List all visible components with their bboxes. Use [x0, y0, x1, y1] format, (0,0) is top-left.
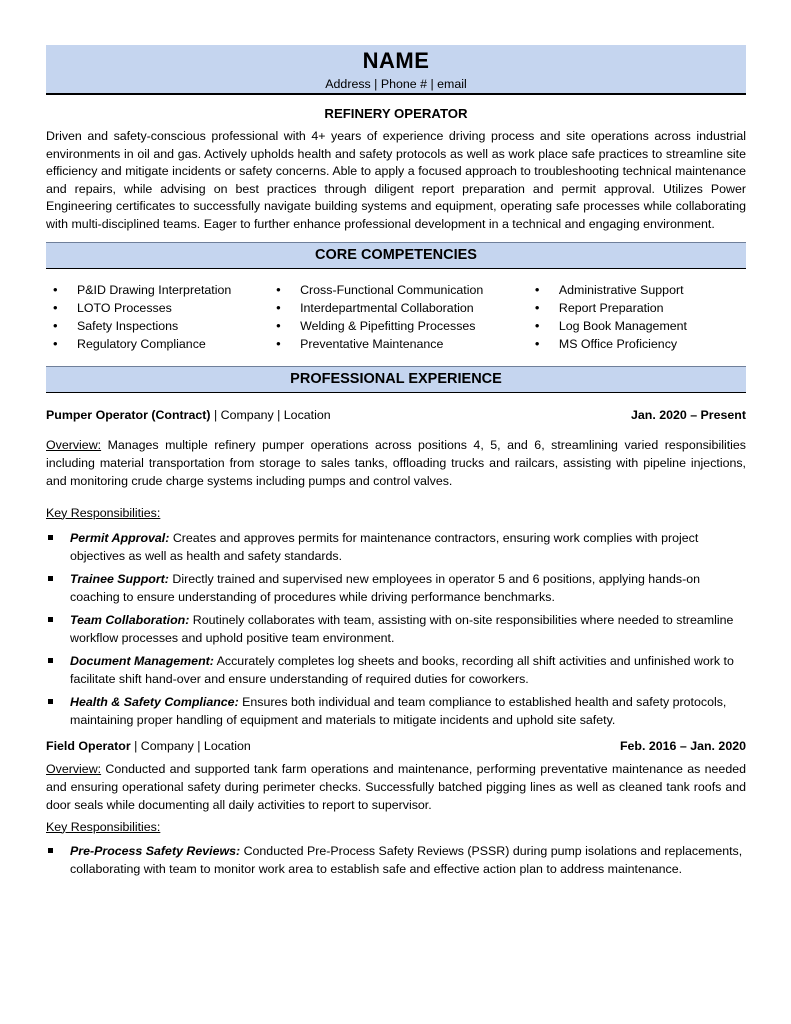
competency-item: • Report Preparation [528, 299, 746, 317]
job-role: Field Operator [46, 738, 131, 753]
responsibility-text: Directly trained and supervised new employees in operator 5 and 6 positions, applying hands-on coaching to ensure understanding of procedures while driving performance benchmarks. [70, 571, 700, 604]
responsibility-label: Document Management: [70, 653, 214, 668]
competencies-column-1 [46, 281, 269, 353]
competency-item: • Preventative Maintenance [269, 335, 528, 353]
responsibility-label: Health & Safety Compliance: [70, 694, 239, 709]
key-responsibilities-label: Key Responsibilities: [46, 505, 161, 520]
competency-item: • Log Book Management [528, 317, 746, 335]
responsibility-item [46, 611, 746, 647]
overview-text: Manages multiple refinery pumper operations across positions 4, 5, and 6, streamlining varied responsibilities including material transportation from storage to sales tanks, offloading trucks and railcars, assisting with pipeline injections, and monitoring crude charge systems including pumps and control valves. [46, 437, 746, 488]
responsibility-label: Pre-Process Safety Reviews: [70, 843, 241, 858]
responsibility-text: Accurately completes log sheets and books, recording all shift activities and unfinished work to facilitate shift hand-over and ensure understanding of required duties for coworkers. [70, 653, 734, 686]
responsibility-text: Ensures both individual and team compliance to established health and safety protocols, maintaining proper handling of equipment and materials to mitigate incidents and uphold site safety. [70, 694, 727, 727]
professional-summary: Driven and safety-conscious professional with 4+ years of experience driving process and site operations across industrial environments in oil and gas. Actively upholds health and safety protocols as well as work place safe practices to streamline site efficiency and mitigate incidents or safety concerns. Able to apply a focused approach to troubleshooting technical maintenance and repairs, while advising on best practices through diligent report preparation and permit approval. Utilizes Power Engineering certificates to successfully navigate building systems and equipment, operating safe processes while collaborating with multi-disciplined teams. Eager to further enhance professional development in a technical and engaging environment. [46, 129, 746, 231]
responsibility-item [46, 652, 746, 688]
responsibility-label: Permit Approval: [70, 530, 170, 545]
responsibility-item [46, 693, 746, 729]
overview-label: Overview: [46, 437, 102, 452]
job-overview [46, 760, 746, 814]
competency-item: • Regulatory Compliance [46, 335, 269, 353]
competency-item: • Welding & Pipefitting Processes [269, 317, 528, 335]
competency-item: • MS Office Proficiency [528, 335, 746, 353]
job-company-location: | Company | Location [210, 407, 331, 422]
competencies-grid [46, 281, 746, 353]
responsibility-text: Creates and approves permits for maintenance contractors, ensuring work complies with project objectives as well as health and safety standards. [70, 530, 699, 563]
responsibility-item [46, 529, 746, 565]
responsibility-item [46, 842, 746, 878]
competency-item: • LOTO Processes [46, 299, 269, 317]
competency-item: • P&ID Drawing Interpretation [46, 281, 269, 299]
job-role: Pumper Operator (Contract) [46, 407, 211, 422]
resume-header [46, 45, 746, 95]
responsibility-label: Trainee Support: [70, 571, 169, 586]
responsibility-text: Routinely collaborates with team, assisting with on-site responsibilities where needed to streamline workflow processes and uphold positive team environment. [70, 612, 734, 645]
competencies-column-2 [269, 281, 528, 353]
responsibilities-list [46, 529, 746, 729]
job-dates: Jan. 2020 – Present [630, 407, 746, 422]
responsibility-item [46, 570, 746, 606]
professional-experience-heading: PROFESSIONAL EXPERIENCE [46, 366, 746, 393]
job-company-location: | Company | Location [130, 738, 251, 753]
competency-item: • Administrative Support [528, 281, 746, 299]
job-title: REFINERY OPERATOR [324, 106, 468, 121]
job-dates: Feb. 2016 – Jan. 2020 [619, 738, 746, 753]
core-competencies-heading: CORE COMPETENCIES [46, 242, 746, 269]
responsibilities-list [46, 842, 746, 878]
job-overview [46, 436, 746, 490]
contact-line: Address | Phone # | email [325, 77, 467, 91]
job-title-line [46, 738, 251, 755]
job-title-line [46, 407, 331, 424]
key-responsibilities-label: Key Responsibilities: [46, 819, 161, 834]
responsibility-label: Team Collaboration: [70, 612, 190, 627]
responsibility-text: Conducted Pre-Process Safety Reviews (PSSR) during pump isolations and replacements, collaborating with team to monitor work area to establish safe and effective action plan to address maintenance. [70, 843, 743, 876]
job-header [46, 407, 746, 424]
competency-item: • Safety Inspections [46, 317, 269, 335]
competency-item: • Interdepartmental Collaboration [269, 299, 528, 317]
competencies-column-3 [528, 281, 746, 353]
job-header [46, 738, 746, 755]
competency-item: • Cross-Functional Communication [269, 281, 528, 299]
candidate-name: NAME [362, 48, 430, 73]
overview-text: Conducted and supported tank farm operations and maintenance, performing preventative maintenance as needed and ensuring operational safety during perimeter checks. Successfully batched pigging lines as well as cleaned tank roofs and door seals while documenting all daily activities to report to supervisor. [46, 761, 746, 812]
overview-label: Overview: [46, 761, 102, 776]
